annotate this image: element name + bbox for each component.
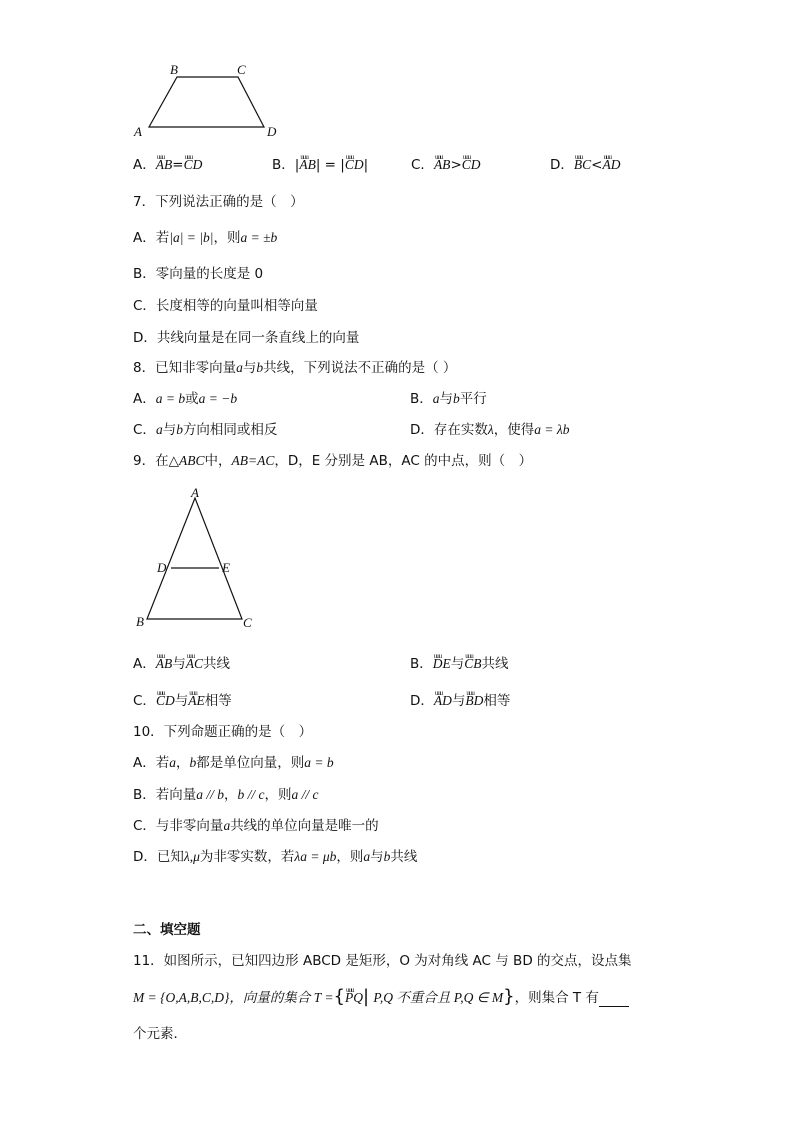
triangle-shape xyxy=(147,498,242,619)
text: D．存在实数 xyxy=(410,422,488,438)
text: 与 xyxy=(451,693,466,709)
vector-ab: uuu AB xyxy=(434,156,451,174)
text: ，使得 xyxy=(493,422,535,438)
option-letter: C． xyxy=(411,157,434,173)
text: 8．已知非零向量 xyxy=(133,360,237,376)
text: C． xyxy=(133,693,156,709)
operator: = xyxy=(172,157,184,173)
vertex-label-a: A xyxy=(134,124,142,139)
text: ，则集合 T 有 xyxy=(514,990,599,1006)
trapezoid-figure xyxy=(130,58,290,140)
text: A． xyxy=(133,391,156,407)
condition: AB=AC xyxy=(231,453,275,468)
text: 方向相同或相反 xyxy=(182,422,278,438)
q10-option-c: C．与非零向量a共线的单位向量是唯一的 xyxy=(133,818,379,834)
section-title: 二、填空题 xyxy=(133,922,201,938)
text: P,Q 不重合且 P,Q ∈ M xyxy=(373,990,504,1005)
vector-ab: uuu AB xyxy=(299,156,316,174)
q11-line2: M = {O,A,B,C,D}，向量的集合 T ={uuu PQ| P,Q 不重合且 P,Q ∈ M}，则集合 T 有 xyxy=(133,988,629,1007)
q10-stem: 10．下列命题正确的是（ ） xyxy=(133,724,313,740)
q9-option-b: B．uuu DE与uuu CB共线 xyxy=(410,655,509,673)
text: ，则 xyxy=(264,787,292,803)
trapezoid-shape xyxy=(149,77,264,127)
text: A． xyxy=(133,656,156,672)
vertex-label-c: C xyxy=(243,615,252,630)
option-letter: D． xyxy=(550,157,574,173)
q9-option-d: D．uuu AD与uuu BD相等 xyxy=(410,692,510,710)
q7-option-d: D．共线向量是在同一条直线上的向量 xyxy=(133,330,360,346)
q8-stem: 8．已知非零向量a与b共线，下列说法不正确的是（ ） xyxy=(133,360,457,376)
q11-line1: 11．如图所示，已知四边形 ABCD 是矩形，O 为对角线 AC 与 BD 的交点，设点集 xyxy=(133,953,632,969)
text: 共线 xyxy=(481,656,509,672)
vector-cd: uuu CD xyxy=(462,156,481,174)
text: 与 xyxy=(242,360,257,376)
text: 都是单位向量，则 xyxy=(196,755,305,771)
option-letter: B． xyxy=(272,157,295,173)
text: 相等 xyxy=(483,693,511,709)
q6-option-a xyxy=(133,156,202,174)
option-letter: A． xyxy=(133,157,156,173)
text: 相等 xyxy=(204,693,232,709)
q7-option-a: A．若|a| = |b|，则a = ±b xyxy=(133,230,278,246)
q6-option-b: B．|uuu AB| = |uuu CD| xyxy=(272,156,368,174)
formula: a = ±b xyxy=(240,230,278,245)
text: 共线的单位向量是唯一的 xyxy=(230,818,379,834)
vector-bc: uuu BC xyxy=(574,156,591,174)
q7-stem: 7．下列说法正确的是（ ） xyxy=(133,194,304,210)
operator: > xyxy=(450,157,462,173)
text: A．若 xyxy=(133,755,170,771)
q6-option-c xyxy=(411,156,481,174)
text: 共线 xyxy=(390,849,418,865)
text: M = {O,A,B,C,D}，向量的集合 T = xyxy=(133,990,334,1005)
vector-ad: uuu AD xyxy=(602,156,620,174)
text: 共线 xyxy=(203,656,231,672)
text: 与 xyxy=(162,422,177,438)
q6-option-d xyxy=(550,156,620,174)
triangle-figure xyxy=(130,486,260,634)
text: 平行 xyxy=(459,391,487,407)
text: B．若向量 xyxy=(133,787,197,803)
operator: < xyxy=(591,157,603,173)
q8-option-c: C．a与b方向相同或相反 xyxy=(133,422,278,438)
vertex-label-d: D xyxy=(267,124,277,139)
text: A．若 xyxy=(133,230,170,246)
vertex-label-e: E xyxy=(222,560,230,575)
vertex-label-c: C xyxy=(237,62,246,77)
text: 共线，下列说法不正确的是（ ） xyxy=(263,360,457,376)
vertex-label-a: A xyxy=(191,486,199,500)
triangle-name: ABC xyxy=(178,453,205,468)
vector-cd: uuu CD xyxy=(345,156,364,174)
text: D． xyxy=(410,693,434,709)
q7-option-c: C．长度相等的向量叫相等向量 xyxy=(133,298,318,314)
vertex-label-b: B xyxy=(170,62,178,77)
vertex-label-d: D xyxy=(157,560,167,575)
text: B． xyxy=(410,391,433,407)
text: 与 xyxy=(172,656,186,672)
text: 与 xyxy=(174,693,189,709)
text: ，D，E 分别是 AB，AC 的中点，则（ ） xyxy=(274,453,533,469)
text: B． xyxy=(410,656,433,672)
q8-option-d: D．存在实数λ，使得a = λb xyxy=(410,422,570,438)
text: 与 xyxy=(450,656,465,672)
text: 或 xyxy=(185,391,199,407)
q10-option-b: B．若向量a // b，b // c，则a // c xyxy=(133,787,319,803)
text: D．已知 xyxy=(133,849,184,865)
operator: = xyxy=(324,157,336,173)
vertex-label-b: B xyxy=(136,614,144,629)
vector-cd: uuu CD xyxy=(184,156,203,174)
q10-option-d: D．已知λ,μ为非零实数，若λa = μb，则a与b共线 xyxy=(133,849,418,865)
text: C．与非零向量 xyxy=(133,818,224,834)
q11-line3: 个元素． xyxy=(133,1026,187,1042)
vector-ab: uuu AB xyxy=(156,156,173,174)
q9-option-c: C．uuu CD与uuu AE相等 xyxy=(133,692,232,710)
q9-option-a: A．uuu AB与uuu AC共线 xyxy=(133,655,230,673)
q8-option-b: B．a与b平行 xyxy=(410,391,487,407)
answer-blank[interactable] xyxy=(599,992,629,1007)
text: 与 xyxy=(439,391,454,407)
q7-option-b: B．零向量的长度是 0 xyxy=(133,266,264,282)
text: ，则 xyxy=(336,849,364,865)
q8-option-a: A．a = b或a = −b xyxy=(133,391,238,407)
q10-option-a: A．若a，b都是单位向量，则a = b xyxy=(133,755,334,771)
text: ，则 xyxy=(213,230,241,246)
text: 中， xyxy=(204,453,232,469)
text: 为非零实数，若 xyxy=(199,849,295,865)
q9-stem xyxy=(133,452,532,470)
text: C． xyxy=(133,422,156,438)
text: 9．在△ xyxy=(133,453,179,469)
